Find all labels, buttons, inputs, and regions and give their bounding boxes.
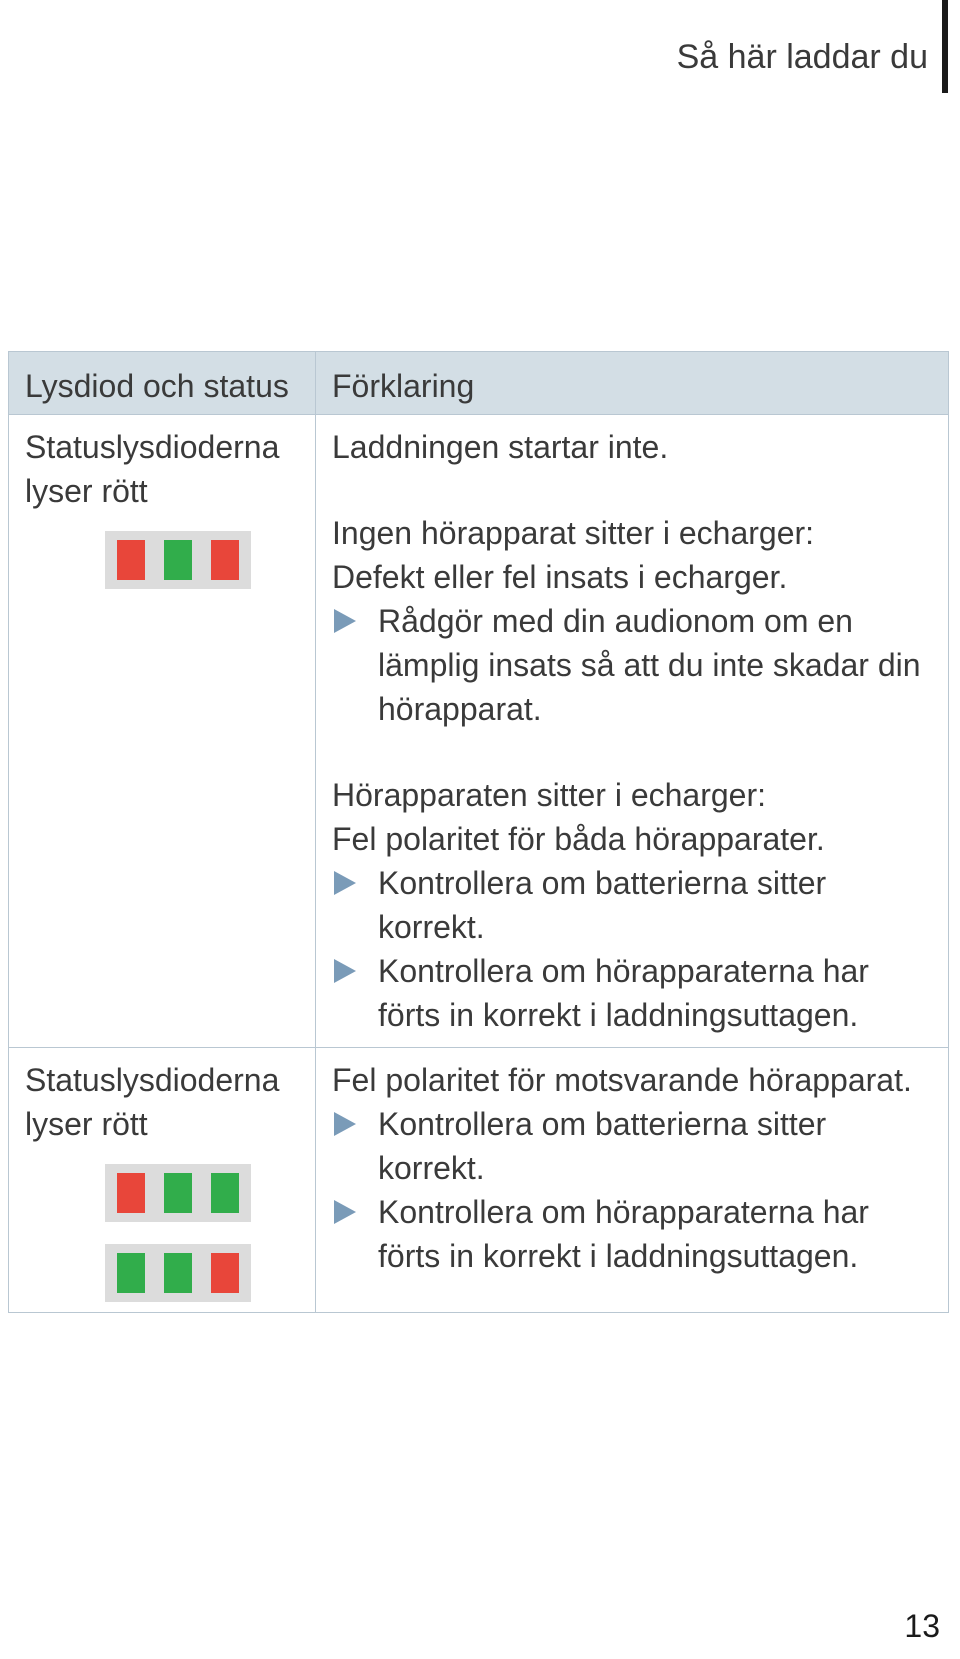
status-cell bbox=[9, 415, 316, 1048]
header-bar bbox=[942, 0, 948, 93]
instruction-item bbox=[332, 599, 932, 731]
status-label: Statuslysdioderna lyser rött bbox=[25, 1062, 280, 1142]
table-header-row bbox=[9, 352, 949, 415]
table-row bbox=[9, 1048, 949, 1313]
explanation-text: Defekt eller fel insats i echarger. bbox=[332, 559, 788, 595]
led-green bbox=[117, 1253, 145, 1293]
instruction-item bbox=[332, 1190, 932, 1278]
instruction-text: Kontrollera om batterierna sitter korrekt. bbox=[378, 865, 827, 945]
explanation-text: Fel polaritet för motsvarande hörapparat. bbox=[332, 1062, 912, 1098]
explanation-text: Laddningen startar inte. bbox=[332, 429, 669, 465]
triangle-bullet-icon bbox=[334, 1112, 356, 1136]
instruction-item bbox=[332, 949, 932, 1037]
led-indicator-group bbox=[105, 1164, 251, 1222]
explanation-text: Hörapparaten sitter i echarger: bbox=[332, 777, 766, 813]
led-status-table bbox=[8, 351, 949, 1313]
led-green bbox=[164, 1173, 192, 1213]
led-red bbox=[211, 540, 239, 580]
explanation-text: Fel polaritet för båda hörapparater. bbox=[332, 821, 825, 857]
led-red bbox=[117, 540, 145, 580]
led-green bbox=[164, 540, 192, 580]
explanation-cell bbox=[316, 1048, 949, 1313]
led-indicator-group bbox=[105, 1244, 251, 1302]
instruction-item bbox=[332, 1102, 932, 1190]
led-green bbox=[211, 1173, 239, 1213]
led-red bbox=[211, 1253, 239, 1293]
table-row bbox=[9, 415, 949, 1048]
triangle-bullet-icon bbox=[334, 1200, 356, 1224]
instruction-text: Rådgör med din audionom om en lämplig insats så att du inte skadar din hörapparat. bbox=[378, 603, 921, 727]
instruction-text: Kontrollera om hörapparaterna har förts in korrekt i laddningsuttagen. bbox=[378, 1194, 869, 1274]
led-green bbox=[164, 1253, 192, 1293]
explanation-cell bbox=[316, 415, 949, 1048]
status-label: Statuslysdioderna lyser rött bbox=[25, 429, 280, 509]
running-header: Så här laddar du bbox=[676, 38, 928, 76]
page-number: 13 bbox=[904, 1608, 940, 1644]
led-red bbox=[117, 1173, 145, 1213]
column-header-status: Lysdiod och status bbox=[9, 352, 316, 415]
led-indicator-group bbox=[105, 531, 251, 589]
column-header-explanation: Förklaring bbox=[316, 352, 949, 415]
triangle-bullet-icon bbox=[334, 871, 356, 895]
explanation-text: Ingen hörapparat sitter i echarger: bbox=[332, 515, 815, 551]
triangle-bullet-icon bbox=[334, 609, 356, 633]
instruction-text: Kontrollera om batterierna sitter korrekt. bbox=[378, 1106, 827, 1186]
status-cell bbox=[9, 1048, 316, 1313]
triangle-bullet-icon bbox=[334, 959, 356, 983]
instruction-item bbox=[332, 861, 932, 949]
instruction-text: Kontrollera om hörapparaterna har förts in korrekt i laddningsuttagen. bbox=[378, 953, 869, 1033]
